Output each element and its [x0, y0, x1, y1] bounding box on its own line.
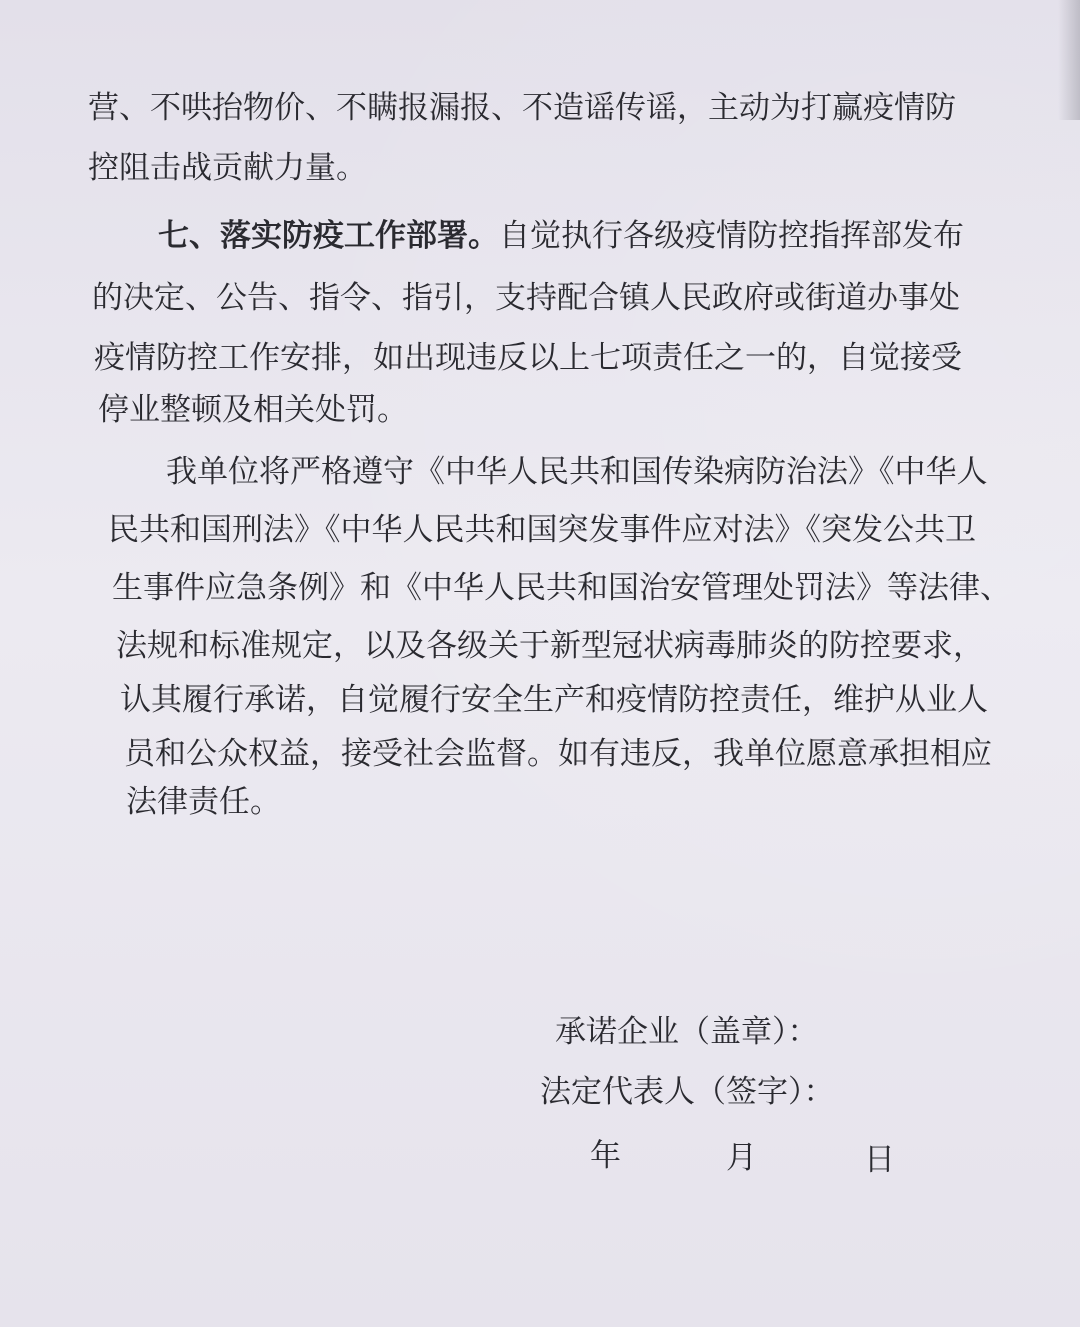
- text-line: 停业整顿及相关处罚。: [98, 392, 408, 428]
- date-day-label: 日: [864, 1142, 895, 1178]
- text-line: 我单位将严格遵守《中华人民共和国传染病防治法》《中华人: [166, 454, 988, 490]
- text-line: 营、不哄抬物价、不瞒报漏报、不造谣传谣，主动为打赢疫情防: [88, 90, 956, 126]
- text-line: 控阻击战贡献力量。: [88, 150, 367, 186]
- legal-representative-label: 法定代表人（签字）：: [540, 1074, 835, 1110]
- text-line: 法律责任。: [126, 784, 281, 820]
- section-heading: 七、落实防疫工作部署。: [158, 218, 499, 254]
- text-line: 疫情防控工作安排，如出现违反以上七项责任之一的，自觉接受: [94, 340, 962, 376]
- date-year-label: 年: [590, 1138, 621, 1174]
- text-line: 的决定、公告、指令、指引，支持配合镇人民政府或街道办事处: [92, 280, 960, 316]
- paragraph-7-line-1: [158, 216, 964, 256]
- text-line: 员和公众权益，接受社会监督。如有违反，我单位愿意承担相应: [124, 736, 992, 772]
- text-line: 认其履行承诺，自觉履行安全生产和疫情防控责任，维护从业人: [120, 682, 988, 718]
- text-line: 民共和国刑法》《中华人民共和国突发事件应对法》《突发公共卫: [108, 512, 976, 548]
- page-edge-shadow: [1058, 0, 1080, 120]
- text-line: 法规和标准规定，以及各级关于新型冠状病毒肺炎的防控要求，: [116, 628, 984, 664]
- text-span: 自觉执行各级疫情防控指挥部发布: [499, 218, 964, 254]
- company-seal-label: 承诺企业（盖章）：: [555, 1014, 819, 1050]
- text-line: 生事件应急条例》和《中华人民共和国治安管理处罚法》等法律、: [112, 570, 1011, 606]
- date-month-label: 月: [726, 1140, 757, 1176]
